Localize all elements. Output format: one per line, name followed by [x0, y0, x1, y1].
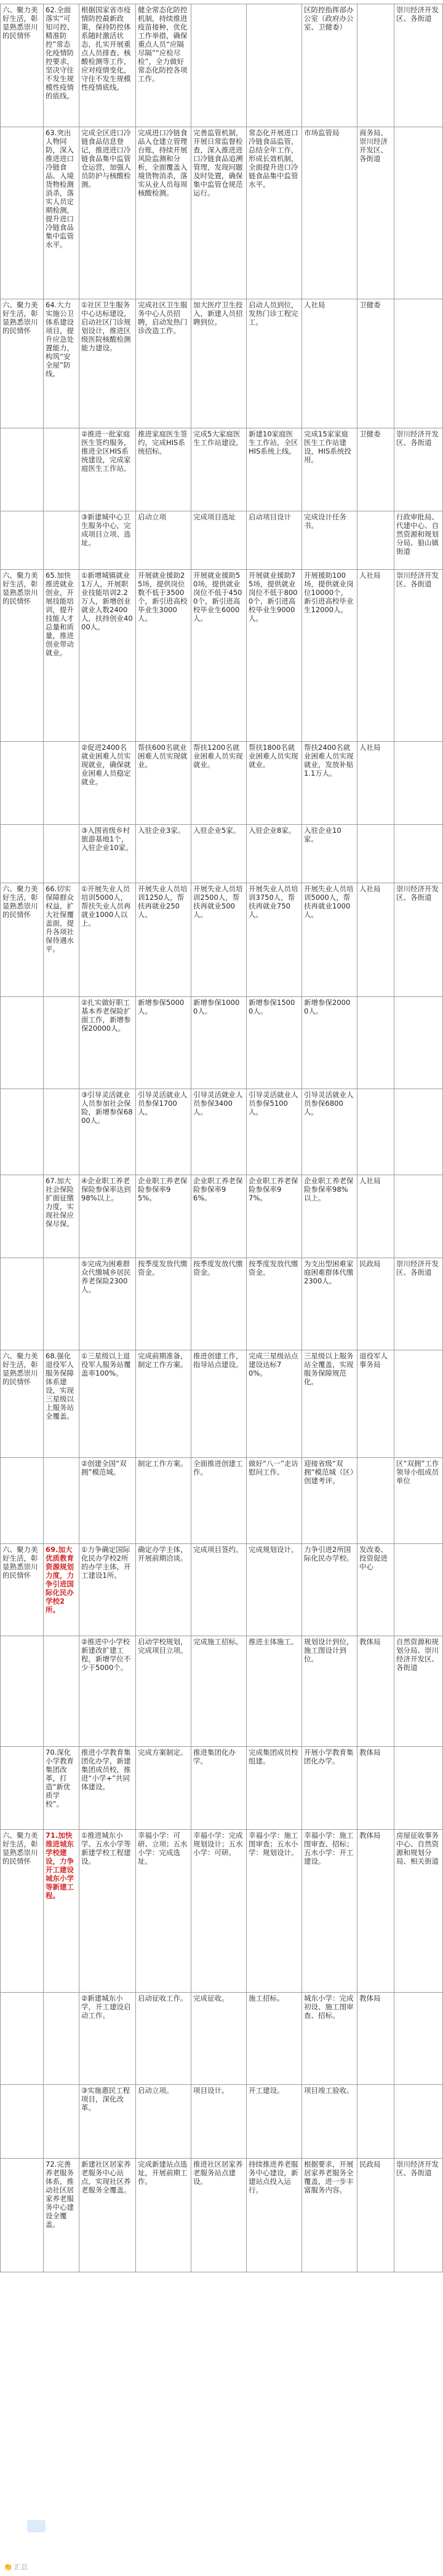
- selection-highlight: [27, 2520, 46, 2532]
- row-3-group-cell: 六、聚力美好生活，彰显熟悉崇川的民情怀: [2, 301, 38, 335]
- row-15-e-cell: 迎接省级“双拥”模范城（区）创建考评。: [304, 1459, 354, 1485]
- row-20-b-cell: 启动征收工作。: [138, 1994, 188, 2003]
- row-20-group-cell: [0, 1992, 43, 2084]
- row-4-c-cell: 完成5大家庭医生工作站建设。: [193, 430, 243, 447]
- row-8-g-cell: [394, 824, 443, 883]
- column-divider: [246, 4, 247, 2272]
- column-divider: [43, 4, 44, 2272]
- row-4-g-cell: 崇川经济开发区、各街道: [396, 430, 439, 447]
- row-19-c-cell: 幸福小学：完成规划设计；五水小学：可研。: [193, 1831, 243, 1857]
- row-17-b-cell: 启动学校规划，完成项目立项。: [138, 1637, 188, 1655]
- row-19-f-cell: 教体局: [359, 1831, 381, 1840]
- row-17-e-cell: 规划设计到位，施工图设计到位。: [304, 1637, 354, 1663]
- row-13-d-cell: 按季度发放代缴资金。: [249, 1259, 298, 1277]
- row-6-g-cell: 崇川经济开发区、各街道: [396, 571, 439, 588]
- row-22-group-cell: [0, 2158, 43, 2272]
- row-8-a-cell: ③入围省级乡村旅游基地1个，入驻企业10家。: [81, 826, 133, 852]
- row-13-task-cell: [43, 1258, 79, 1350]
- row-7-c-cell: 帮扶1200名就业困难人员实现就业。: [193, 743, 243, 769]
- row-6-a-cell: ①新增城镇就业1万人，开展职业技能培训2.2万人，新增创业就业人数2400人，扶持创业4000人。: [81, 571, 133, 631]
- row-10-group-cell: [0, 996, 43, 1089]
- row-1-d-cell: [246, 4, 301, 127]
- row-11-a-cell: ③引导灵活就业人员参加社会保险，新增参保6800人。: [81, 1090, 133, 1125]
- row-16-e-cell: 力争引进2所国际化民办学校。: [304, 1545, 354, 1562]
- row-1-g-cell: 崇川经济开发区、各街道: [396, 6, 439, 23]
- row-6-c-cell: 开展就业援助50场，提供就业岗位不低于4500个，新引进高校毕业生6000人。: [193, 571, 242, 623]
- row-3-g-cell: [394, 299, 443, 428]
- row-6-f-cell: 人社局: [359, 571, 381, 580]
- row-15-f-cell: [357, 1457, 394, 1543]
- row-22-task-cell: 72.完善养老服务体系，推动社区居家养老服务中心建设全覆盖。: [46, 2160, 74, 2229]
- row-2-b-cell: 完成进口冷链食品入仓建立管理台账，持续开展风险监测和分析，全面覆盖入境货物消杀，落实从业人员每周核酸检测。: [138, 128, 188, 197]
- row-21-b-cell: 启动立项。: [138, 2086, 174, 2095]
- row-7-f-cell: 人社局: [359, 743, 381, 752]
- row-20-f-cell: 教体局: [359, 1994, 381, 2003]
- row-14-group-cell: 六、聚力美好生活，彰显熟悉崇川的民情怀: [2, 1352, 38, 1386]
- row-9-d-cell: 开展失业人员培训3750人，帮扶再就业750人。: [249, 884, 298, 919]
- row-21-c-cell: 项目设计。: [193, 2086, 229, 2095]
- row-14-c-cell: 推进创建工作，指导站点建设。: [193, 1352, 243, 1369]
- row-18-f-cell: 教体局: [359, 1748, 381, 1757]
- row-18-a-cell: 推进小学教育集团化办学，新建集团成员校，推进“小学+”共同体建设。: [81, 1748, 131, 1791]
- row-9-group-cell: 六、聚力美好生活，彰显熟悉崇川的民情怀: [2, 884, 38, 919]
- row-13-g-cell: 崇川经济开发区、各街道: [396, 1259, 439, 1277]
- row-2-g-cell: [394, 127, 443, 299]
- row-18-g-cell: [394, 1746, 443, 1829]
- row-17-f-cell: 教体局: [359, 1637, 381, 1646]
- row-21-g-cell: [394, 2084, 443, 2158]
- row-7-task-cell: [43, 741, 79, 824]
- row-4-group-cell: [0, 428, 43, 511]
- row-4-b-cell: 推进家庭医生签约，完成HIS系统招标。: [138, 430, 188, 455]
- row-15-b-cell: 制定工作方案。: [138, 1459, 188, 1468]
- row-6-group-cell: 六、聚力美好生活，彰显熟悉崇川的民情怀: [2, 571, 38, 605]
- row-1-f-cell: [357, 4, 394, 127]
- row-3-a-cell: ①社区卫生服务中心达标建设，启动社区门诊规划设计，推进区级医院核酸检测能力建设。: [81, 301, 131, 352]
- row-17-a-cell: ②推进中小学校新建改扩建工程，新增学位不少于5000个。: [81, 1637, 131, 1672]
- row-1-a-cell: 根据国家省市疫情防控最新政策，保持防控体系随时激活状态，扎实开展重点人员排查、核酸检测等工作，应对疫情变化，守住不发生规模性疫情底线。: [81, 6, 131, 92]
- row-2-a-cell: 完成全区进口冷链食品信息登记，推进进口冷链食品集中监管仓运营，加强人员防护与核酸检测。: [81, 128, 131, 189]
- row-7-group-cell: [0, 741, 43, 824]
- row-15-a-cell: ②创建全国“双拥”模范城。: [81, 1459, 127, 1476]
- row-9-g-cell: 崇川经济开发区、各街道: [396, 884, 439, 902]
- row-8-c-cell: 入驻企业5家。: [193, 826, 241, 835]
- row-5-b-cell: 启动立项: [138, 513, 166, 521]
- row-18-c-cell: 推进集团化办学。: [193, 1748, 236, 1765]
- row-5-e-cell: 完成设计任务书。: [304, 513, 346, 530]
- row-7-b-cell: 帮扶600名就业困难人员实现就业。: [138, 743, 188, 769]
- row-16-d-cell: 完成规划设计。: [249, 1545, 298, 1554]
- row-16-b-cell: 确定办学主体，开展前期洽谈。: [138, 1545, 188, 1562]
- row-15-c-cell: 全面推进创建工作。: [193, 1459, 243, 1476]
- row-12-e-cell: 企业职工养老保险参保率98%以上。: [304, 1176, 354, 1202]
- row-9-f-cell: 人社局: [359, 884, 381, 893]
- row-20-d-cell: 施工招标。: [249, 1994, 284, 2003]
- row-3-e-cell: 人社局: [304, 301, 325, 309]
- row-19-a-cell: ①推进城东小学、五水小学等新建学校工程建设。: [81, 1831, 131, 1865]
- row-14-e-cell: 三星级以上服务站全覆盖，实现服务保障规范化。: [304, 1352, 354, 1386]
- row-12-g-cell: [394, 1175, 443, 1258]
- row-20-e-cell: 城东小学：完成初设、施工图审查、招标。: [304, 1994, 354, 2020]
- row-5-g-cell: 行政审批局、代建中心、自然资源和规划分局、狼山镇街道: [396, 513, 439, 556]
- row-9-task-cell: 66.切实保障群众权益，扩大社保覆盖面，提升各项社保待遇水平。: [46, 884, 74, 953]
- row-15-task-cell: [43, 1457, 79, 1543]
- row-18-group-cell: [0, 1746, 43, 1829]
- row-2-d-cell: 常态化开展进口冷链食品监管，总结全年工作，形成长效机制，全面提升进口冷链食品集中监管水平。: [249, 128, 298, 189]
- row-16-task-cell: 69.加大优质教育资源规划力度，力争引进国际化民办学校2所。: [46, 1545, 74, 1614]
- row-20-a-cell: ②新建城东小学，开工建设启动工作。: [81, 1994, 131, 2020]
- row-5-d-cell: 启动项目设计: [249, 513, 291, 521]
- row-2-group-cell: [0, 127, 43, 299]
- row-12-a-cell: ④企业职工养老保险参保率达到98%以上。: [81, 1176, 131, 1202]
- row-7-a-cell: ②促进2400名就业困难人员实现就业，确保就业困难人员稳定就业。: [81, 743, 131, 786]
- row-19-task-cell: 71.加快推进城东学校建设，力争开工建设城东小学等新建工程。: [46, 1831, 74, 1900]
- row-10-b-cell: 新增参保5000人。: [138, 998, 185, 1015]
- row-3-c-cell: 加大医疗卫生投入，新建人员招聘到位。: [193, 301, 243, 326]
- row-2-c-cell: 完善监管机制，开展日常监督检查，深入推进进口冷链食品追溯管理，发现问题及时处置，确保集中监管仓规范运行。: [193, 128, 243, 197]
- row-3-d-cell: 启动人员到位，发热门诊工程完工。: [249, 301, 298, 326]
- row-5-f-cell: [357, 511, 394, 569]
- row-22-b-cell: 完成新建站点选址，开展前期工作。: [138, 2160, 188, 2186]
- row-14-d-cell: 完成三星级站点建设达标70%。: [249, 1352, 298, 1377]
- row-1-e-cell: 区防控指挥部办公室（政府办公室、卫健委）: [304, 6, 354, 31]
- row-2-task-cell: 63.突出人物同防，深入推进进口冷链食品、入境货物检测消杀，落实人员定期检测，提升进口冷链食品集中监管水平。: [46, 128, 74, 249]
- row-12-f-cell: 人社局: [359, 1176, 381, 1185]
- row-11-b-cell: 引导灵活就业人员参保1700人。: [138, 1090, 188, 1116]
- row-11-c-cell: 引导灵活就业人员参保3400人。: [193, 1090, 243, 1116]
- row-21-e-cell: 项目竣工验收。: [304, 2086, 354, 2095]
- row-11-d-cell: 引导灵活就业人员参保5100人。: [249, 1090, 298, 1116]
- row-3-task-cell: 64.大力实施公卫体系建设项目，提升应急处置能力，构筑“安全屋”防线。: [46, 301, 74, 378]
- row-15-d-cell: 做好“八一”走访慰问工作。: [249, 1459, 298, 1476]
- row-19-group-cell: 六、聚力美好生活，彰显熟悉崇川的民情怀: [2, 1831, 38, 1865]
- row-17-c-cell: 完成施工招标。: [193, 1637, 243, 1646]
- row-21-task-cell: [43, 2084, 79, 2158]
- row-12-b-cell: 企业职工养老保险参保率95%。: [138, 1176, 188, 1202]
- row-4-task-cell: [43, 428, 79, 511]
- row-22-a-cell: 新建社区居家养老服务中心站点，实现社区养老服务全覆盖。: [81, 2160, 131, 2194]
- row-19-e-cell: 幸福小学：施工图审查、招标；五水小学：开工建设。: [304, 1831, 354, 1865]
- row-1-c-cell: [191, 4, 246, 127]
- row-11-task-cell: [43, 1089, 79, 1175]
- row-5-a-cell: ③新建城中心卫生服务中心，完成项目立项、选址。: [81, 513, 131, 547]
- row-21-d-cell: 开工建设。: [249, 2086, 284, 2095]
- row-20-g-cell: [394, 1992, 443, 2084]
- row-22-c-cell: 推进社区居家养老服务站点建设。: [193, 2160, 243, 2186]
- row-4-e-cell: 完成15家家庭医生工作站建设，HIS系统投用。: [304, 430, 351, 464]
- row-15-g-cell: 区“双拥”工作领导小组成员单位: [396, 1459, 439, 1485]
- row-9-b-cell: 开展失业人员培训1250人，帮扶再就业250人。: [138, 884, 188, 919]
- row-7-d-cell: 帮扶1800名就业困难人员实现就业。: [249, 743, 298, 769]
- row-5-group-cell: [0, 511, 43, 569]
- row-1-task-cell: 62.全面落实“可知可控、精准防控”常态化疫情防控要求，坚决守住不发生规模性疫情的底线。: [46, 6, 74, 100]
- row-12-c-cell: 企业职工养老保险参保率96%。: [193, 1176, 243, 1202]
- row-12-task-cell: 67.加大社会保险扩面征缴力度，实现社保应保尽保。: [46, 1176, 74, 1228]
- row-16-f-cell: 发改委、投资促进中心: [359, 1545, 388, 1571]
- row-14-f-cell: 退役军人事务局: [359, 1352, 388, 1369]
- row-8-d-cell: 入驻企业8家。: [249, 826, 296, 835]
- row-13-e-cell: 为支出型困难家庭困难群体代缴2300人。: [304, 1259, 354, 1285]
- row-22-d-cell: 持续推进养老服务中心建设，新建站点投入运行。: [249, 2160, 298, 2194]
- row-6-d-cell: 开展就业援助75场，提供就业岗位不低于8000个，新引进高校毕业生9000人。: [249, 571, 298, 623]
- row-10-a-cell: ②扎实做好职工基本养老保险扩面工作，新增参保20000人。: [81, 998, 131, 1033]
- row-20-task-cell: [43, 1992, 79, 2084]
- row-14-g-cell: [394, 1350, 443, 1457]
- row-18-b-cell: 完成方案制定。: [138, 1748, 188, 1757]
- row-13-a-cell: ⑤完成为困难群众代缴城乡居民养老保险2300人。: [81, 1259, 131, 1294]
- row-4-f-cell: 卫健委: [359, 430, 381, 438]
- row-17-d-cell: 推进主体施工。: [249, 1637, 298, 1646]
- row-11-f-cell: [357, 1089, 394, 1175]
- row-10-c-cell: 新增参保10000人。: [193, 998, 240, 1015]
- row-17-task-cell: [43, 1636, 79, 1746]
- row-21-a-cell: ③实施惠民工程项目，深化改革。: [81, 2086, 130, 2112]
- row-2-e-cell: 市场监管局: [304, 128, 340, 137]
- row-11-group-cell: [0, 1089, 43, 1175]
- row-14-b-cell: 完成前期准备，制定工作方案。: [138, 1352, 188, 1369]
- row-2-f-cell: 商务局、崇川经济开发区、各街道: [359, 128, 388, 163]
- row-20-c-cell: 完成征收。: [193, 1994, 229, 2003]
- row-11-g-cell: [394, 1089, 443, 1175]
- row-21-f-cell: [357, 2084, 394, 2158]
- row-13-c-cell: 按季度发放代缴资金。: [193, 1259, 243, 1277]
- row-8-task-cell: [43, 824, 79, 883]
- row-11-e-cell: 引导灵活就业人员参保6800人。: [304, 1090, 354, 1116]
- row-6-task-cell: 65.加快推进就业创业，开展技能培训，提升技能人才总量和质量，推进创业带动就业。: [46, 571, 74, 657]
- row-1-b-cell: 健全常态化防控机制，持续推进疫苗接种，优化工作举措，确保重点人员“应隔尽隔”“应检尽检”，全力做好常态化防控各项工作。: [138, 6, 188, 83]
- row-19-b-cell: 幸福小学：可研、立项；五水小学：完成选址。: [138, 1831, 188, 1865]
- row-12-group-cell: [0, 1175, 43, 1258]
- row-12-d-cell: 企业职工养老保险参保率97%。: [249, 1176, 298, 1202]
- column-divider: [301, 4, 302, 2272]
- row-14-task-cell: 68.强化退役军人服务保障体系建设，实现三星级以上服务站全覆盖。: [46, 1352, 74, 1420]
- row-4-a-cell: ②推进一批家庭医生签约服务，推进全区HIS系统建设，完成家庭医生工作站。: [81, 430, 131, 473]
- row-16-g-cell: [394, 1543, 443, 1636]
- row-5-task-cell: [43, 511, 79, 569]
- row-14-a-cell: ①三星级以上退役军人服务站覆盖率100%。: [81, 1352, 131, 1377]
- row-3-f-cell: 卫健委: [359, 301, 381, 309]
- row-15-group-cell: [0, 1457, 43, 1543]
- row-17-group-cell: [0, 1636, 43, 1746]
- row-16-group-cell: 六、聚力美好生活，彰显熟悉崇川的民情怀: [2, 1545, 38, 1580]
- row-7-e-cell: 帮扶2400名就业困难人员实现就业，发放补贴1.1万人。: [304, 743, 354, 778]
- row-18-task-cell: 70.深化小学教育集团改革，打造“新优质学校”。: [46, 1748, 74, 1808]
- column-divider: [0, 4, 1, 2272]
- row-1-group-cell: 六、聚力美好生活，彰显熟悉崇川的民情怀: [2, 6, 38, 40]
- row-22-e-cell: 根据要求，开展居家养老服务全覆盖，进一步丰富服务内容。: [304, 2160, 354, 2194]
- row-6-b-cell: 开展就业援助25场，提供岗位数不低于3500个，新引进高校毕业生3000人。: [138, 571, 188, 623]
- row-10-f-cell: [357, 996, 394, 1089]
- row-13-f-cell: 民政局: [359, 1259, 381, 1268]
- row-8-f-cell: [357, 824, 394, 883]
- row-17-g-cell: 自然资源和规划分局、崇川经济开发区、各街道: [396, 1637, 439, 1672]
- row-3-b-cell: 完成社区卫生服务中心人员招聘，启动发热门诊改造工作。: [138, 301, 188, 335]
- row-9-c-cell: 开展失业人员培训2500人，帮扶再就业500人。: [193, 884, 243, 919]
- column-divider: [135, 4, 136, 2272]
- row-16-a-cell: ①力争确定国际化民办学校2所的办学主体，开工建设1所。: [81, 1545, 131, 1580]
- row-8-e-cell: 入驻企业10家。: [304, 826, 341, 843]
- row-4-d-cell: 新建10家庭医生工作站，全区HIS系统上线。: [249, 430, 298, 455]
- row-8-group-cell: [0, 824, 43, 883]
- row-8-b-cell: 入驻企业3家。: [138, 826, 185, 835]
- row-19-g-cell: 房屋征收事务中心、自然资源和规划分局、相关街道: [396, 1831, 439, 1865]
- row-13-b-cell: 按季度发放代缴资金。: [138, 1259, 188, 1277]
- row-9-a-cell: ①开展失业人员培训5000人，帮扶失业人员再就业1000人以上。: [81, 884, 131, 928]
- row-5-c-cell: 完成项目选址: [193, 513, 236, 521]
- row-10-g-cell: [394, 996, 443, 1089]
- row-22-g-cell: 崇川经济开发区、各街道: [396, 2160, 439, 2177]
- row-10-d-cell: 新增参保15000人。: [249, 998, 295, 1015]
- row-10-task-cell: [43, 996, 79, 1089]
- row-19-d-cell: 幸福小学：施工图审查；五水小学：规划设计。: [249, 1831, 298, 1857]
- row-13-group-cell: [0, 1258, 43, 1350]
- row-9-e-cell: 开展失业人员培训5000人，帮扶再就业1000人。: [304, 884, 354, 919]
- row-21-group-cell: [0, 2084, 43, 2158]
- row-6-e-cell: 开展援助100场，提供就业岗位10000个，新引进高校毕业生12000人。: [304, 571, 354, 614]
- row-22-f-cell: 民政局: [359, 2160, 381, 2168]
- row-18-d-cell: 完成集团成员校组建。: [249, 1748, 298, 1765]
- row-10-e-cell: 新增参保20000人。: [304, 998, 351, 1015]
- row-16-c-cell: 完成项目签约。: [193, 1545, 243, 1554]
- row-7-g-cell: [394, 741, 443, 824]
- watermark: 👏 汇总: [4, 2563, 28, 2571]
- row-18-e-cell: 开展小学教育集团化办学。: [304, 1748, 354, 1765]
